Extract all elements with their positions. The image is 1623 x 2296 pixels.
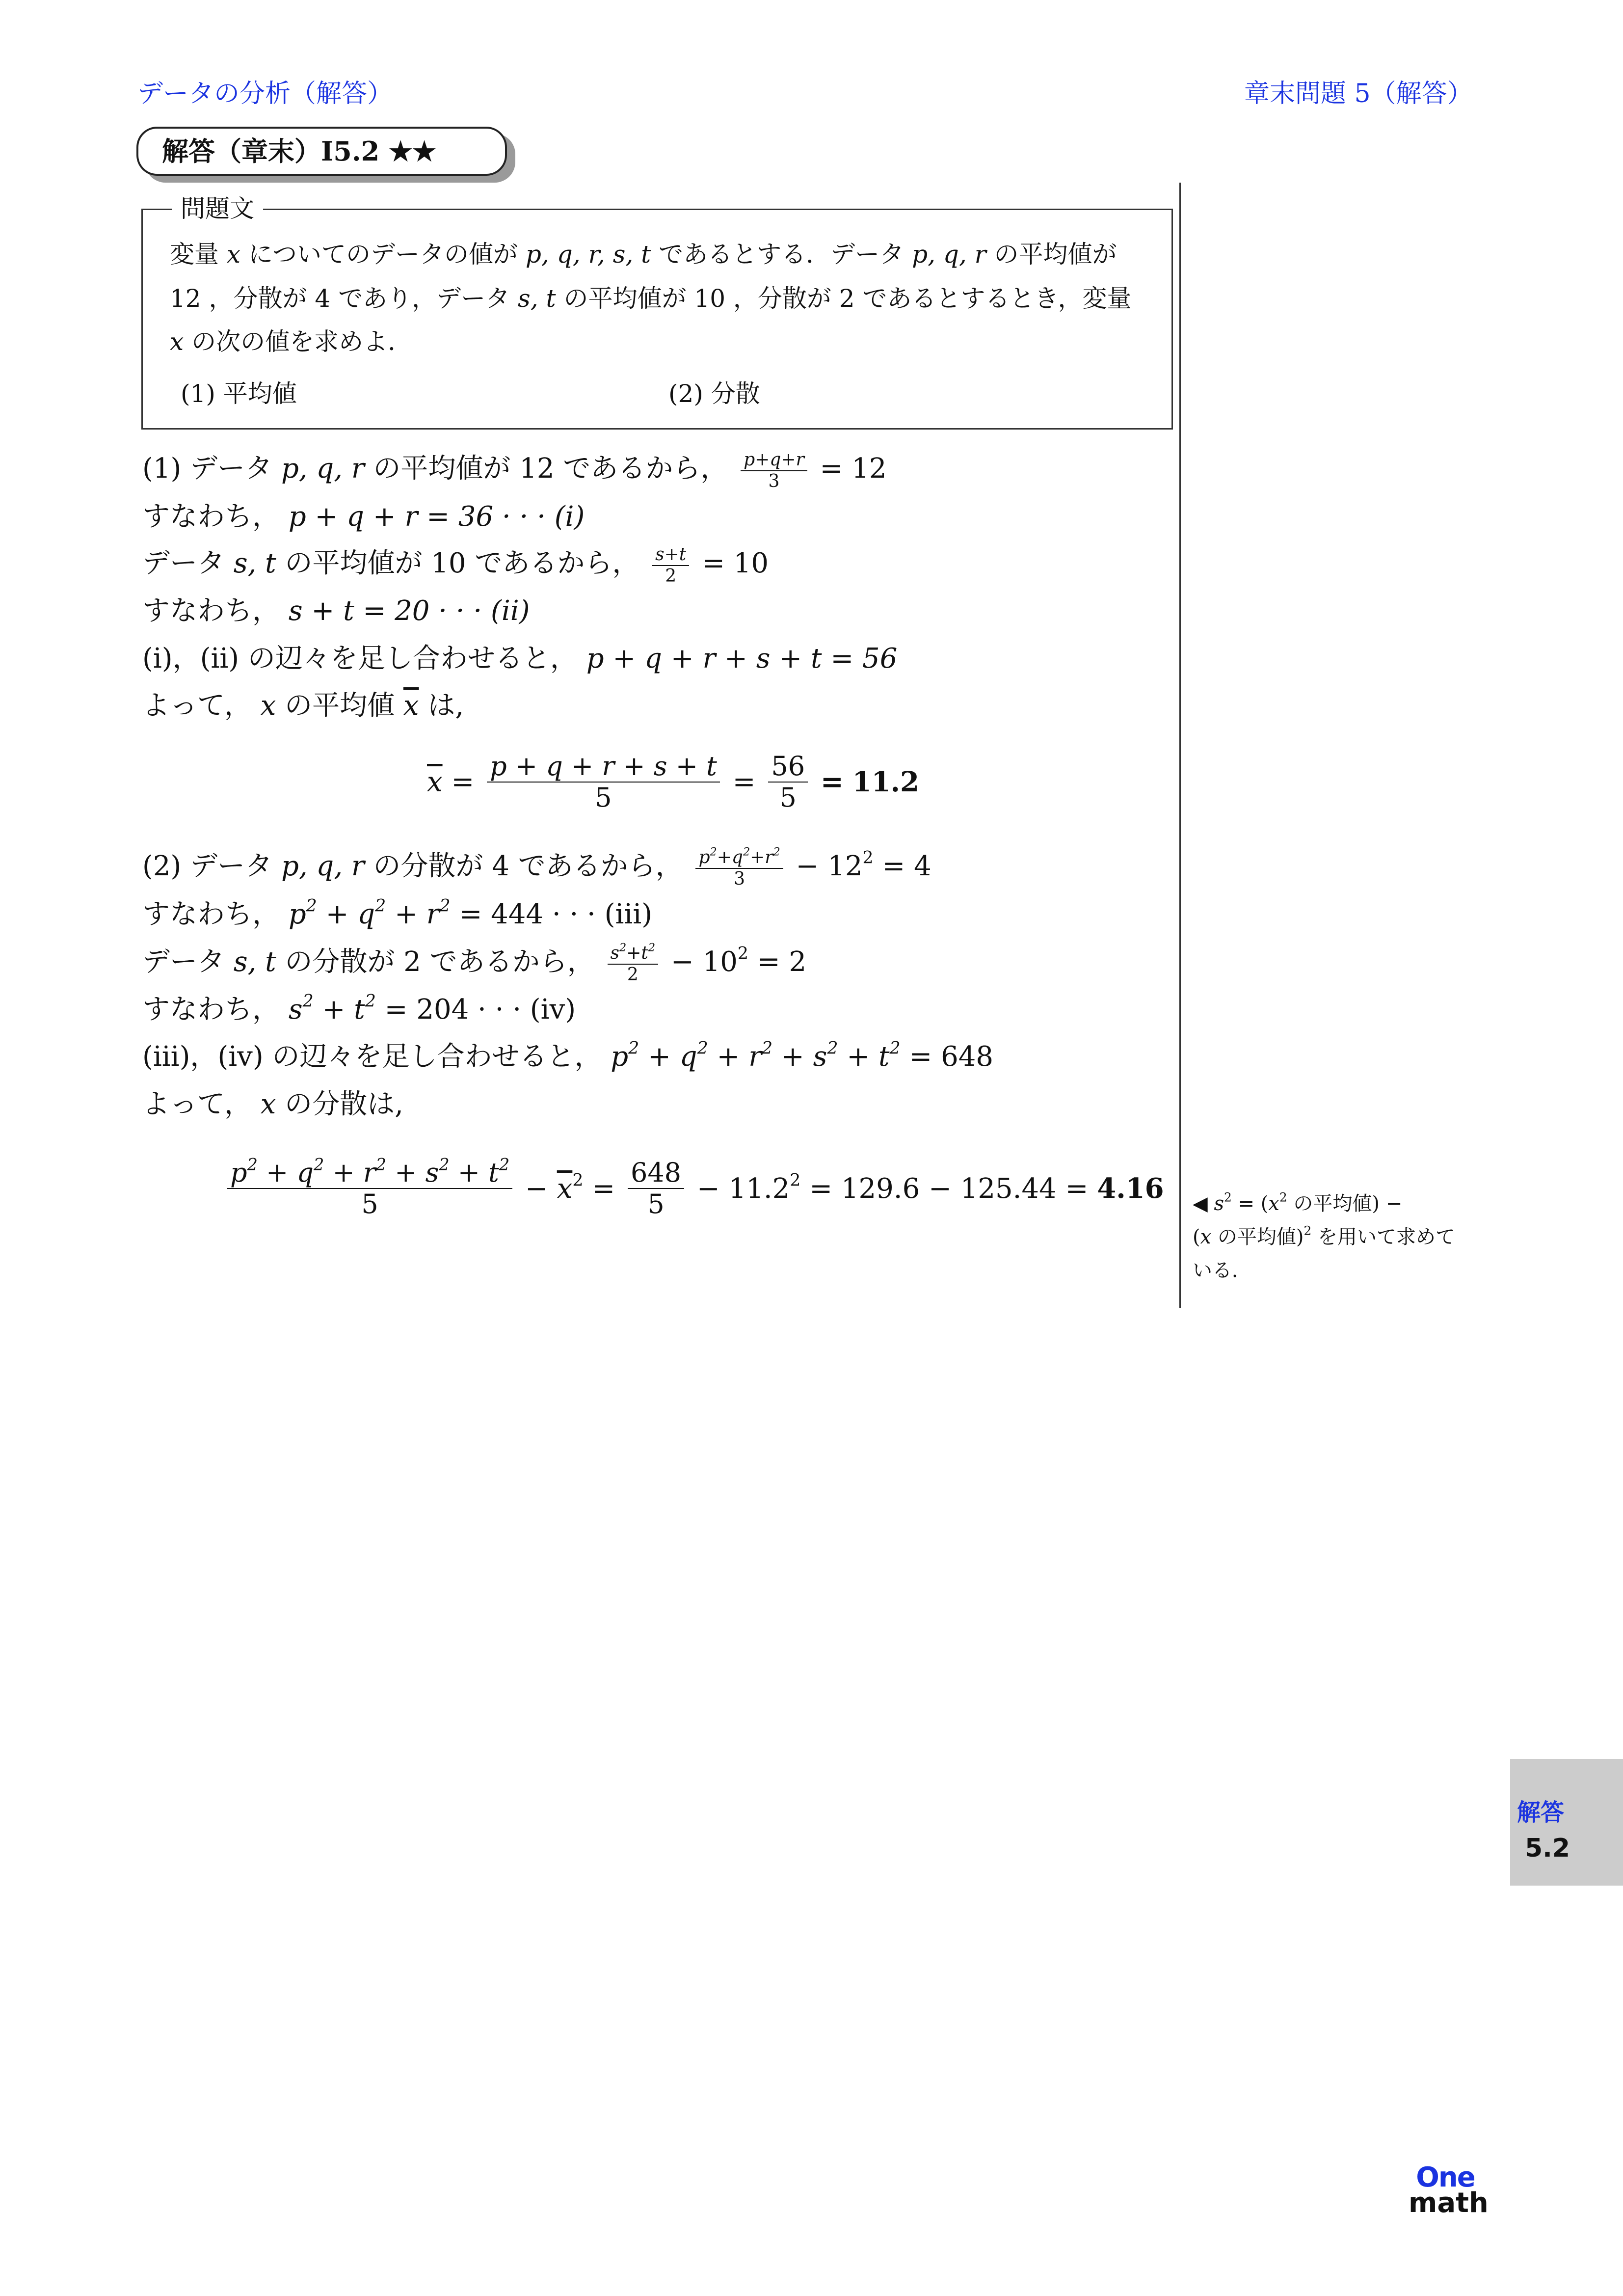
problem-text: の平均値が bbox=[994, 240, 1117, 269]
denominator: 2 bbox=[665, 566, 677, 586]
header-chapter: データの分析（解答） bbox=[137, 79, 393, 108]
note-text: の平均値) − bbox=[1293, 1192, 1403, 1215]
problem-line-3 bbox=[170, 322, 412, 357]
margin-rule bbox=[1179, 183, 1181, 1308]
side-tab-number: 5.2 bbox=[1525, 1834, 1570, 1863]
solution-text: の分散は, bbox=[285, 1088, 403, 1120]
problem-text: 12 ，分散が 4 であり，データ bbox=[170, 284, 510, 313]
solution-text: (2) データ bbox=[142, 850, 273, 882]
solution-text: は, bbox=[427, 690, 464, 722]
solution-text: すなわち， bbox=[142, 994, 280, 1026]
note-text: ( bbox=[1193, 1226, 1200, 1248]
solution-text: の平均値が 12 であるから， bbox=[373, 453, 728, 485]
fraction bbox=[652, 544, 689, 586]
logo-bottom: math bbox=[1409, 2187, 1489, 2219]
denominator: 5 bbox=[595, 782, 612, 813]
display-equation-variance: $\frac{p^2 + q^2 + r^2 + s^2 + t^2}{5}$ − $\overline{x}^2$ = $\frac{648}{5}$ − $11.2^2 = 129.6 - 125.44 = 4.16$ bbox=[223, 1158, 1164, 1219]
solution-text: すなわち， bbox=[142, 501, 280, 533]
denominator: 5 bbox=[647, 1189, 665, 1220]
problem-text: の平均値が 10 ，分散が 2 であるとするとき，変量 bbox=[563, 284, 1132, 313]
mean-symbol: $\overline{x}$ bbox=[403, 690, 419, 722]
problem-text: であるとする．データ bbox=[659, 240, 905, 269]
pointer-icon: ◀ bbox=[1193, 1192, 1208, 1215]
side-tab-label: 解答 bbox=[1517, 1799, 1565, 1826]
solution-text: よって， bbox=[142, 690, 252, 722]
equation: = 12 bbox=[820, 453, 887, 485]
side-note bbox=[1193, 1187, 1455, 1287]
variables: p, q, r, s, t bbox=[525, 240, 651, 269]
variables: p, q, r bbox=[912, 240, 986, 269]
question-2: (2) 分散 bbox=[668, 379, 760, 408]
variables: p, q, r bbox=[281, 850, 365, 882]
solution-line-10: すなわち， $s^2 + t^2 = 204$ · · · (iv) bbox=[142, 991, 576, 1026]
header-section: 章末問題 5（解答） bbox=[1244, 79, 1473, 108]
problem-text: の次の値を求めよ． bbox=[191, 327, 413, 356]
variable-x: x bbox=[260, 690, 276, 722]
solution-text: データ bbox=[142, 946, 225, 978]
side-note-line-3: いる． bbox=[1193, 1259, 1251, 1282]
answer-mean: 11.2 bbox=[852, 766, 920, 799]
variable: x bbox=[1268, 1192, 1279, 1215]
equation: − 11.2 bbox=[696, 1173, 790, 1205]
numerator: p + q + r + s + t bbox=[487, 751, 720, 783]
note-text: を用いて求めて bbox=[1318, 1226, 1455, 1248]
fraction bbox=[768, 751, 808, 813]
solution-text: (iii)，(iv) の辺々を足し合わせると， bbox=[142, 1041, 602, 1073]
solution-line-12 bbox=[142, 1082, 403, 1127]
denominator: 5 bbox=[361, 1189, 378, 1220]
variable-x: x bbox=[260, 1088, 276, 1120]
solution-line-1 bbox=[142, 447, 887, 491]
denominator: 5 bbox=[779, 782, 797, 813]
variable: x bbox=[1200, 1226, 1212, 1248]
numerator: s+t bbox=[652, 544, 689, 566]
solution-line-4 bbox=[142, 589, 530, 633]
solution-text: (i)，(ii) の辺々を足し合わせると， bbox=[142, 643, 578, 675]
fraction: $\frac{p^2 + q^2 + r^2 + s^2 + t^2}{5}$ bbox=[227, 1158, 512, 1219]
side-note-line-1: ◀ $s^2 = (x^2$ の平均値) − bbox=[1193, 1190, 1403, 1215]
problem-line-1 bbox=[170, 235, 1117, 270]
solution-line-6 bbox=[142, 684, 464, 728]
equation: − 12 bbox=[796, 850, 863, 882]
solution-text: (1) データ bbox=[142, 453, 273, 485]
variables: s, t bbox=[233, 547, 276, 579]
solution-text: すなわち， bbox=[142, 595, 280, 627]
question-1: (1) 平均値 bbox=[181, 379, 297, 408]
solution-line-2 bbox=[142, 495, 585, 539]
solution-text: すなわち， bbox=[142, 898, 280, 930]
equation: − 10 bbox=[670, 946, 738, 978]
equation: = 444 · · · (iii) bbox=[459, 898, 653, 930]
denominator: 3 bbox=[768, 471, 780, 491]
numerator: p+q+r bbox=[741, 450, 807, 471]
equation: = 129.6 − 125.44 = bbox=[809, 1173, 1089, 1205]
numerator: 56 bbox=[768, 751, 808, 783]
fraction: $\frac{s^2+t^2}{2}$ bbox=[608, 943, 659, 985]
problem-line-2 bbox=[170, 279, 1132, 314]
variable-x: x bbox=[170, 327, 184, 356]
variables: s, t bbox=[518, 284, 556, 313]
fraction bbox=[487, 751, 720, 813]
solution-line-7: (2) データ p, q, r の分散が 4 であるから， $\frac{p^2+q^2+r^2}{3}$ − $12^2 = 4$ bbox=[142, 845, 931, 889]
variable-x: x bbox=[226, 240, 241, 269]
solution-line-3 bbox=[142, 541, 769, 586]
equation: = 648 bbox=[909, 1041, 993, 1073]
variables: p, q, r bbox=[281, 453, 365, 485]
variable: s bbox=[1214, 1192, 1224, 1215]
side-tab bbox=[1510, 1759, 1623, 1886]
solution-line-5 bbox=[142, 637, 897, 681]
problem-text: 変量 bbox=[170, 240, 219, 269]
solution-text: データ bbox=[142, 547, 225, 579]
solution-text: の平均値 bbox=[285, 690, 395, 722]
solution-line-8: すなわち， $p^2 + q^2 + r^2 = 444$ · · · (iii) bbox=[142, 896, 653, 930]
fraction bbox=[741, 450, 807, 491]
problem-text: についてのデータの値が bbox=[248, 240, 518, 269]
equation: = 4 bbox=[882, 850, 931, 882]
note-text: = ( bbox=[1238, 1192, 1269, 1215]
equation: = 10 bbox=[702, 547, 769, 579]
logo-top: One bbox=[1416, 2161, 1475, 2193]
answer-variance: 4.16 bbox=[1097, 1172, 1164, 1205]
solution-text: の分散が 2 であるから， bbox=[285, 946, 595, 978]
note-text: の平均値) bbox=[1217, 1226, 1304, 1248]
fraction: $\frac{p^2+q^2+r^2}{3}$ bbox=[695, 847, 783, 889]
equation: = 204 · · · (iv) bbox=[384, 994, 576, 1026]
equation: p + q + r = 36 · · · (i) bbox=[288, 501, 585, 533]
problem-label: 問題文 bbox=[172, 194, 263, 223]
solution-text: の平均値が 10 であるから， bbox=[285, 547, 640, 579]
numerator: 648 bbox=[628, 1158, 684, 1189]
variables: s, t bbox=[233, 946, 276, 978]
onemath-logo bbox=[1409, 2161, 1489, 2219]
solution-line-11: (iii)，(iv) の辺々を足し合わせると， $p^2 + q^2 + r^2 + s^2 + t^2 = 648$ bbox=[142, 1038, 993, 1073]
equation: p + q + r + s + t = 56 bbox=[586, 643, 898, 675]
fraction bbox=[628, 1158, 684, 1219]
mean-symbol: $\overline{x}$ bbox=[427, 766, 443, 798]
display-equation-mean: $\overline{x}$ = $\frac{p + q + r + s + t}{5}$ = $\frac{56}{5}$ = 11.2 bbox=[427, 751, 920, 813]
solution-text: の分散が 4 であるから， bbox=[373, 850, 683, 882]
equation: = 2 bbox=[757, 946, 807, 978]
title-tab: 解答（章末）I5.2 ★★ bbox=[136, 127, 507, 176]
side-note-line-2: (x の平均値)$^2$ を用いて求めて bbox=[1193, 1223, 1455, 1248]
equation: s + t = 20 · · · (ii) bbox=[288, 595, 530, 627]
solution-text: よって， bbox=[142, 1088, 252, 1120]
solution-line-9: データ s, t の分散が 2 であるから， $\frac{s^2+t^2}{2}$ − $10^2 = 2$ bbox=[142, 941, 807, 985]
